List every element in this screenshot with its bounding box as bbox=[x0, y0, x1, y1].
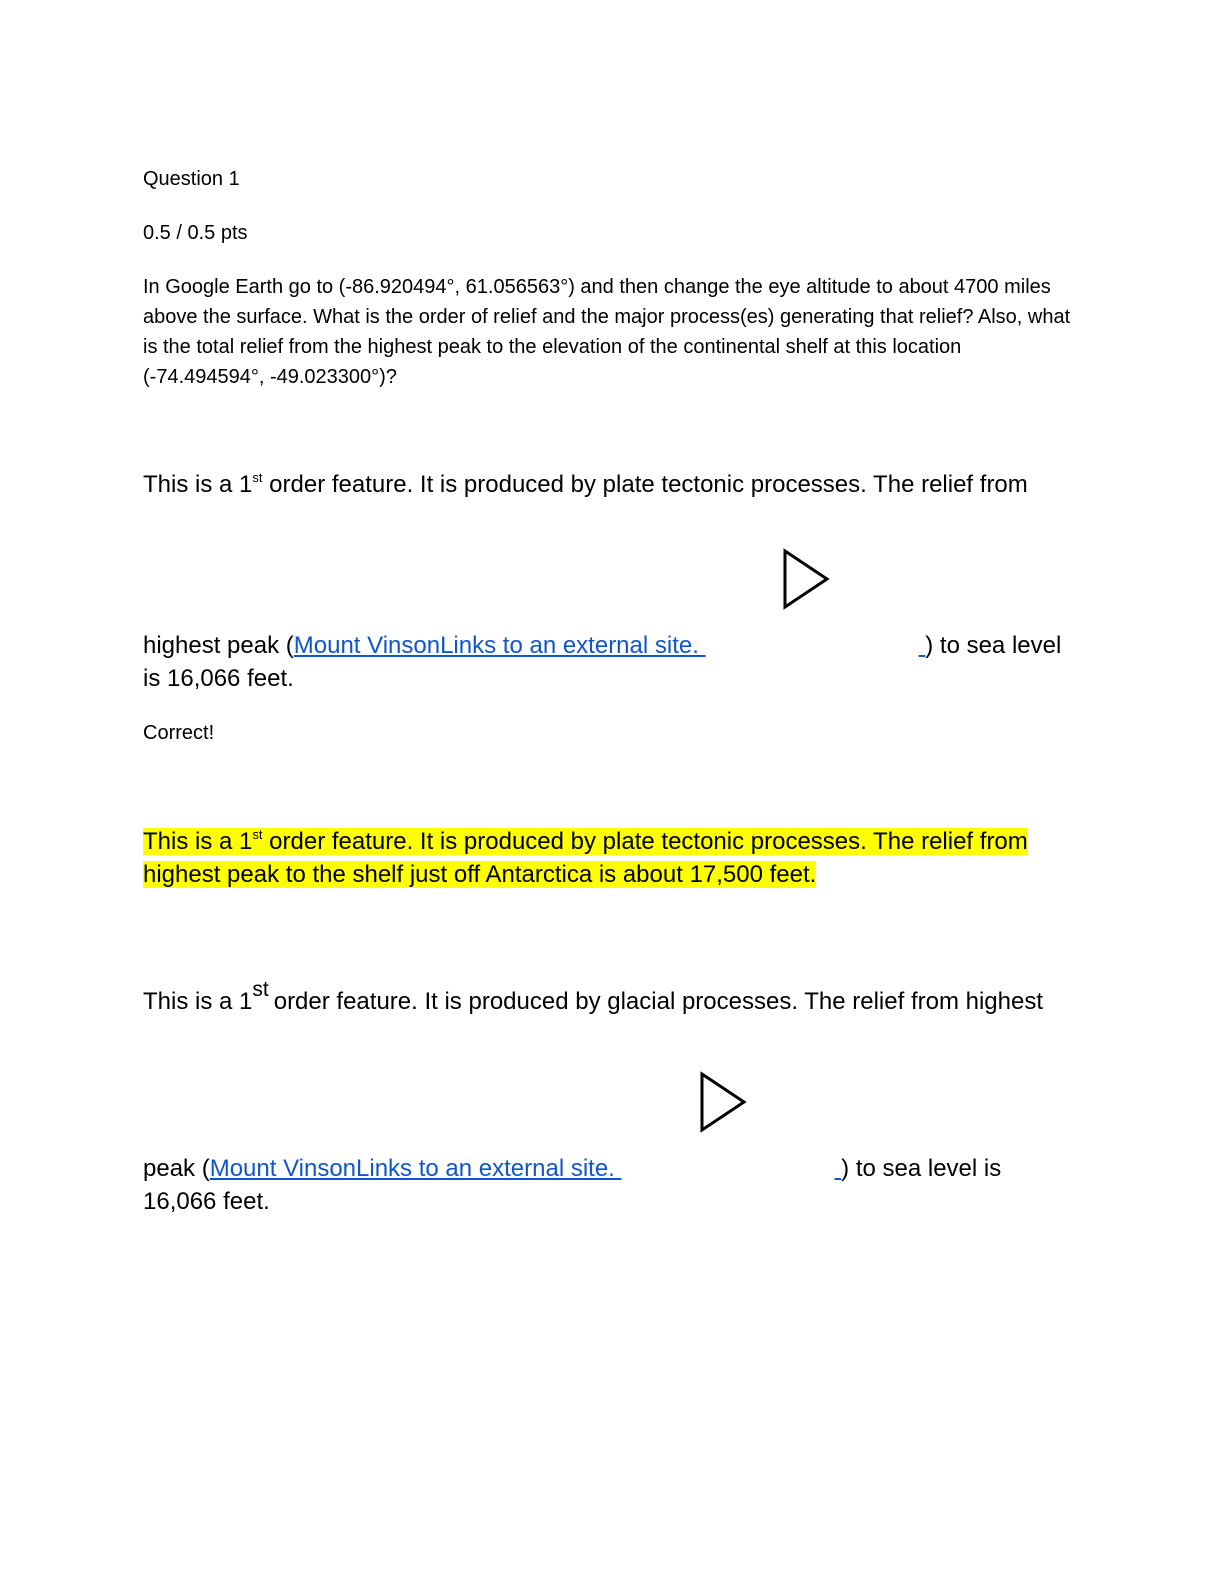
answer3-line2: peak (Mount VinsonLinks to an external site. ) to sea level is bbox=[143, 1155, 1002, 1182]
mount-vinson-link[interactable]: Mount VinsonLinks to an external site. bbox=[209, 1155, 622, 1182]
question-points: 0.5 / 0.5 pts bbox=[143, 222, 248, 244]
question-title: Question 1 bbox=[143, 168, 240, 190]
status-correct: Correct! bbox=[143, 722, 215, 744]
mount-vinson-link[interactable]: Mount VinsonLinks to an external site. bbox=[293, 632, 706, 659]
play-icon[interactable] bbox=[782, 548, 832, 612]
answer1-line1: This is a 1st order feature. It is produced by plate tectonic processes. The relief from bbox=[143, 470, 1028, 498]
answer3-line1: This is a 1st order feature. It is produced by glacial processes. The relief from highest bbox=[143, 978, 1043, 1015]
play-icon[interactable] bbox=[699, 1071, 749, 1135]
answer2-line1: This is a 1st order feature. It is produced by plate tectonic processes. The relief from bbox=[143, 827, 1028, 855]
answer1-line3: is 16,066 feet. bbox=[143, 665, 294, 692]
answer2-line2: highest peak to the shelf just off Antarctica is about 17,500 feet. bbox=[143, 861, 817, 888]
answer3-line3: 16,066 feet. bbox=[143, 1188, 270, 1215]
question-prompt: In Google Earth go to (-86.920494°, 61.056563°) and then change the eye altitude to about 4700 miles above the surface. What is the order of relief and the major process(es) generating that relief? Also, what is the total relief from the highest peak to the elevation of the continental shelf at this location (-74.494594°, -49.023300°)? bbox=[143, 276, 1071, 388]
answer1-line2: highest peak (Mount VinsonLinks to an external site. ) to sea level bbox=[143, 632, 1062, 659]
